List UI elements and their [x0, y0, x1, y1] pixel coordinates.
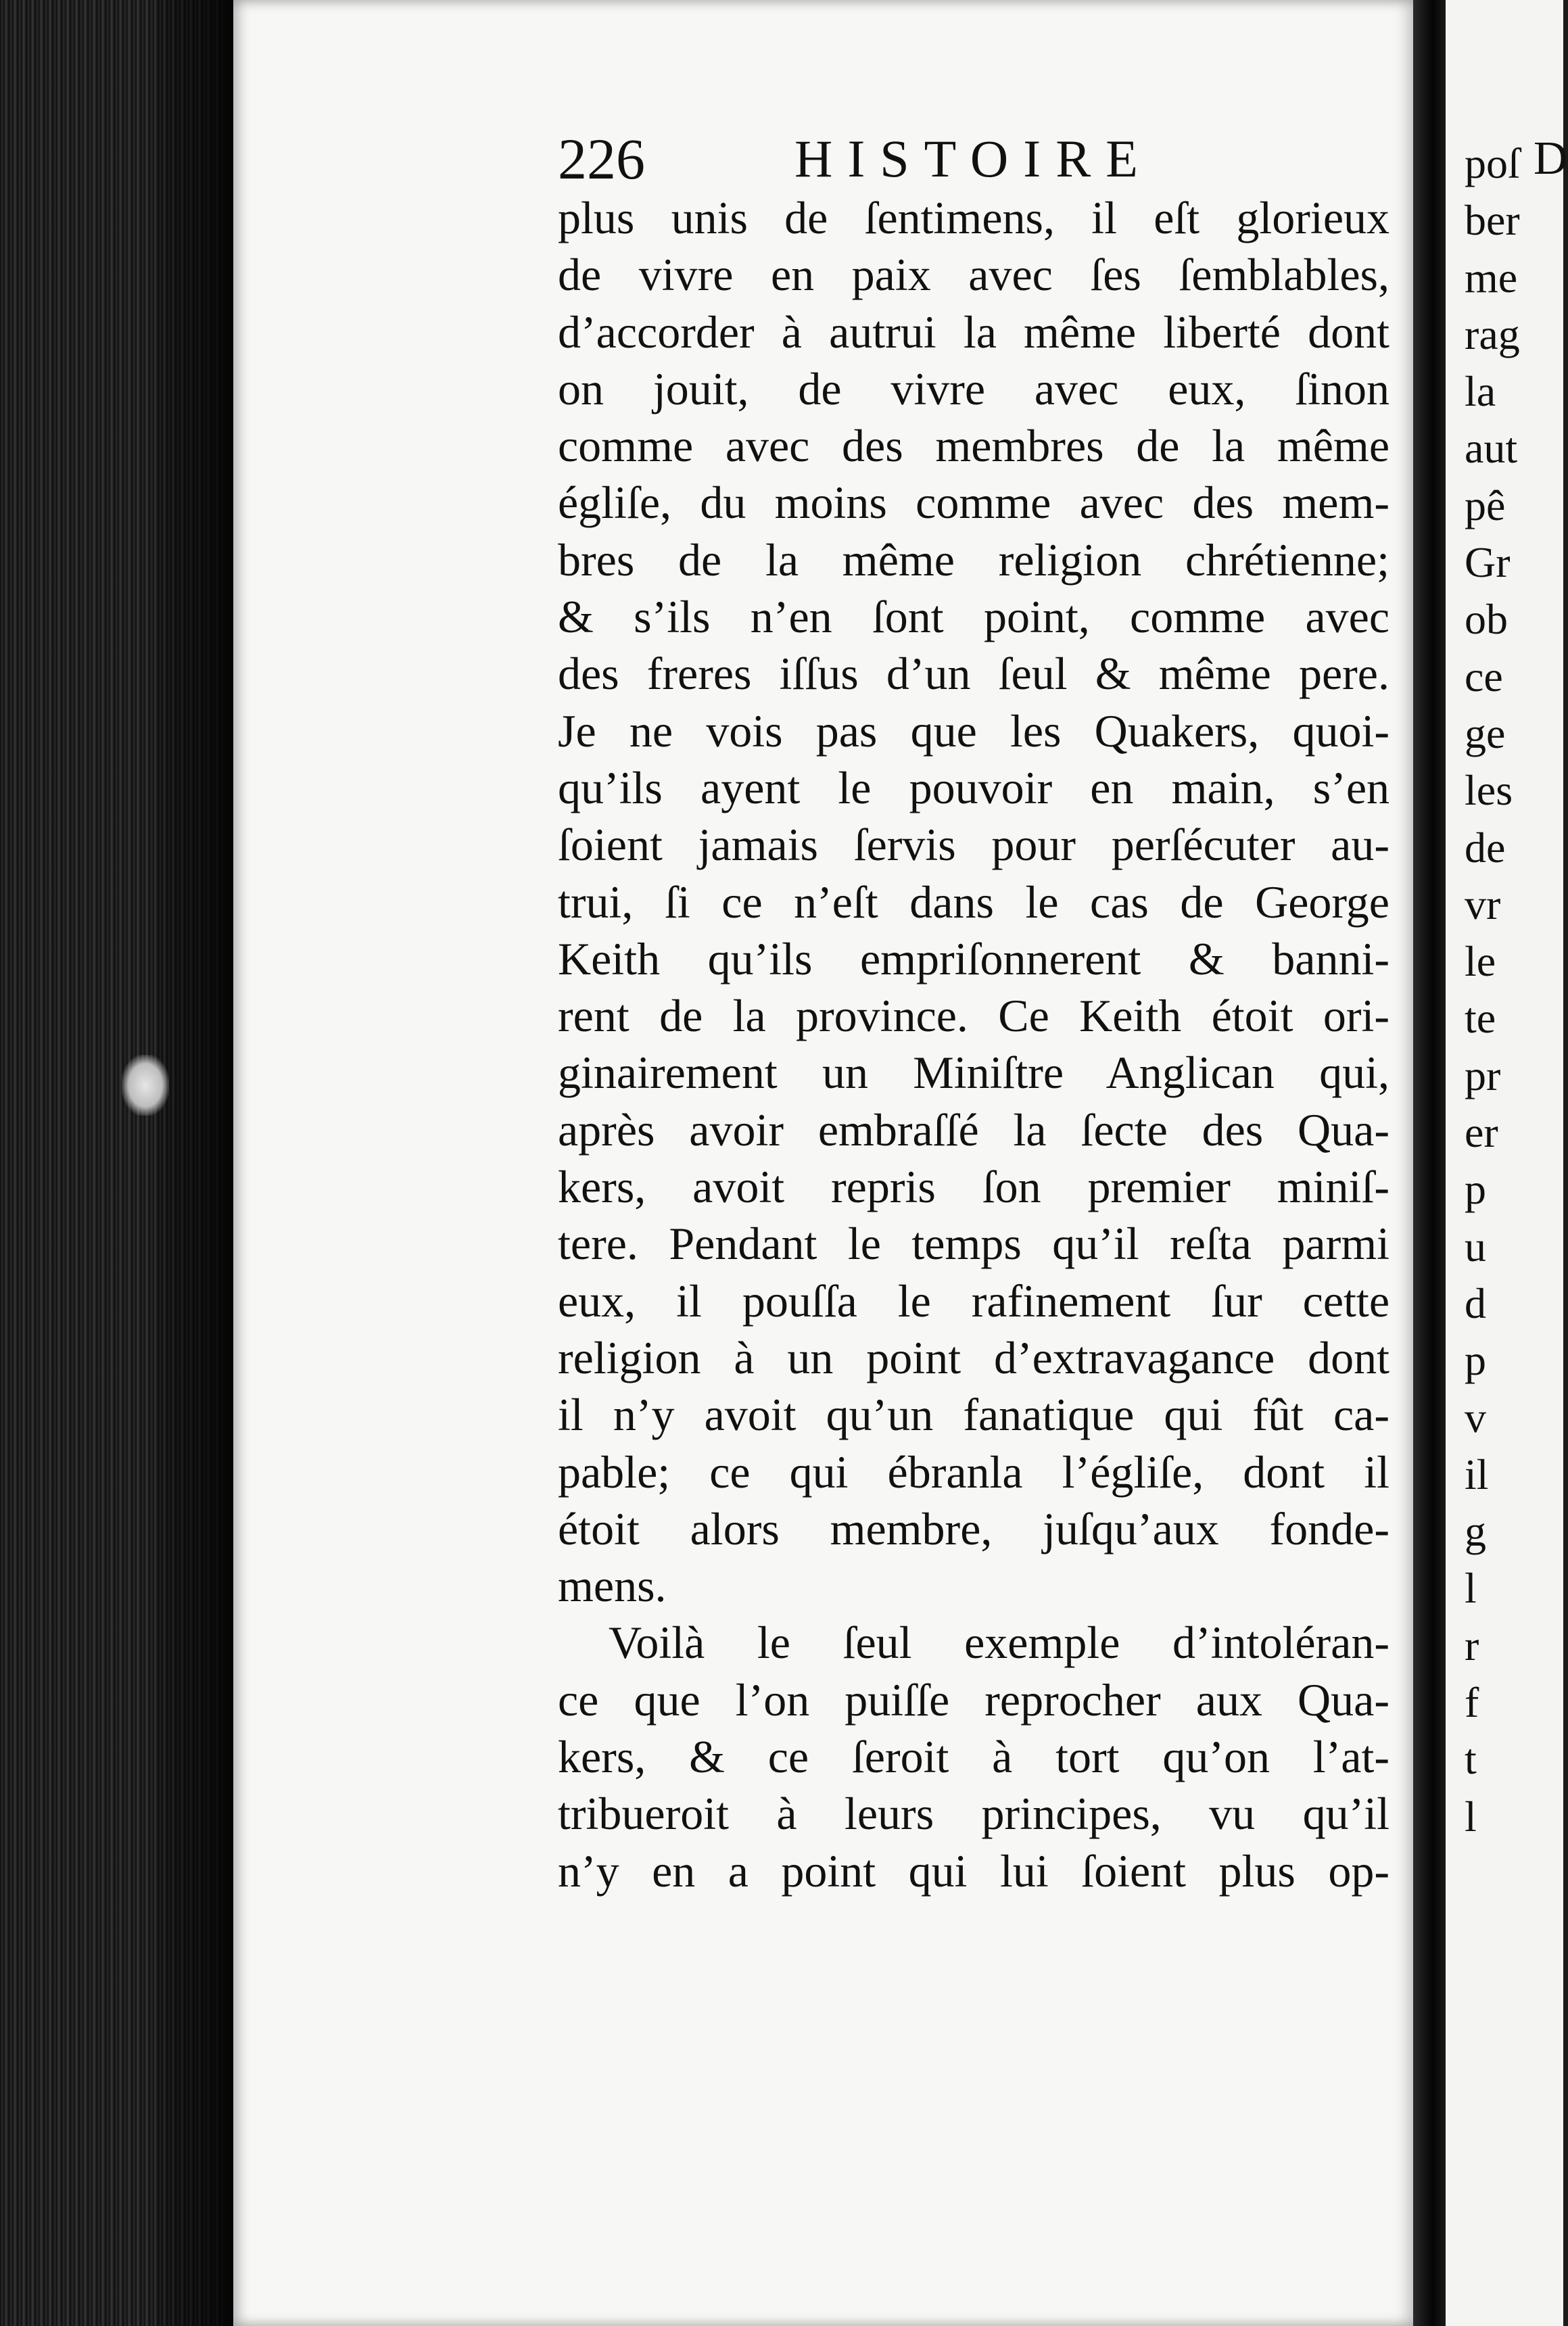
- running-title: HISTOIRE: [794, 129, 1153, 188]
- text-fragment: ge: [1465, 709, 1506, 757]
- text-fragment: Gr: [1465, 538, 1511, 587]
- text-fragment: er: [1465, 1108, 1498, 1157]
- text-line: kers, avoit repris ſon premier miniſ-: [558, 1161, 1389, 1213]
- text-fragment: te: [1465, 994, 1496, 1043]
- text-fragment: l: [1465, 1564, 1477, 1613]
- text-line: pable; ce qui ébranla l’égliſe, dont il: [558, 1446, 1389, 1498]
- text-line: trui, ſi ce n’eſt dans le cas de George: [558, 876, 1389, 928]
- text-fragment: les: [1465, 766, 1513, 815]
- text-line: tere. Pendant le temps qu’il reſta parmi: [558, 1218, 1389, 1270]
- text-fragment: f: [1465, 1678, 1479, 1727]
- book-gutter: [1413, 0, 1446, 2326]
- paper-blemish: [122, 1055, 169, 1116]
- text-line: bres de la même religion chrétienne;: [558, 533, 1389, 586]
- text-line: rent de la province. Ce Keith étoit ori-: [558, 990, 1389, 1042]
- text-fragment: u: [1465, 1222, 1486, 1271]
- text-fragment: il: [1465, 1450, 1489, 1498]
- text-fragment: pê: [1465, 481, 1506, 529]
- text-fragment: la: [1465, 367, 1496, 416]
- text-line: ce que l’on puiſſe reprocher aux Qua-: [558, 1674, 1389, 1726]
- text-line: Keith qu’ils empriſonnerent & banni-: [558, 932, 1389, 984]
- text-line: étoit alors membre, juſqu’aux fonde-: [558, 1502, 1389, 1554]
- text-line: Voilà le ſeul exemple d’intoléran-: [609, 1617, 1389, 1669]
- text-fragment: v: [1465, 1393, 1486, 1442]
- text-fragment: l: [1465, 1792, 1477, 1841]
- text-line: ginairement un Miniſtre Anglican qui,: [558, 1047, 1389, 1099]
- text-fragment: pr: [1465, 1051, 1501, 1099]
- text-fragment: d: [1465, 1279, 1486, 1327]
- text-fragment: poſ: [1465, 139, 1520, 187]
- text-line: on jouit, de vivre avec eux, ſinon: [558, 362, 1389, 414]
- text-line: des freres iſſus d’un ſeul & même pere.: [558, 648, 1389, 700]
- text-line: comme avec des membres de la même: [558, 420, 1389, 472]
- text-line: qu’ils ayent le pouvoir en main, s’en: [558, 761, 1389, 813]
- text-fragment: me: [1465, 253, 1518, 302]
- text-fragment: de: [1465, 823, 1506, 872]
- text-line: n’y en a point qui lui ſoient plus op-: [558, 1845, 1389, 1897]
- text-line: égliſe, du moins comme avec des mem-: [558, 477, 1389, 529]
- right-page: [1446, 0, 1568, 2326]
- text-line: il n’y avoit qu’un fanatique qui fût ca-: [558, 1389, 1389, 1441]
- page-header: [558, 122, 1389, 196]
- text-fragment: ber: [1465, 196, 1520, 245]
- text-fragment: g: [1465, 1507, 1486, 1556]
- text-fragment: p: [1465, 1165, 1486, 1214]
- text-line: plus unis de ſentimens, il eſt glorieux: [558, 192, 1389, 243]
- text-line: religion à un point d’extravagance dont: [558, 1331, 1389, 1383]
- text-line: de vivre en paix avec ſes ſemblables,: [558, 249, 1389, 301]
- right-page-header: D: [1534, 133, 1568, 185]
- text-fragment: aut: [1465, 424, 1518, 473]
- text-line: tribueroit à leurs principes, vu qu’il: [558, 1788, 1389, 1840]
- text-fragment: ce: [1465, 652, 1503, 701]
- text-line: mens.: [558, 1560, 667, 1612]
- page-number: 226: [558, 126, 645, 191]
- text-line: eux, il pouſſa le rafinement ſur cette: [558, 1275, 1389, 1327]
- text-line: après avoir embraſſé la ſecte des Qua-: [558, 1103, 1389, 1156]
- text-fragment: r: [1465, 1621, 1479, 1669]
- right-page-text: [1446, 135, 1520, 1845]
- text-line: Je ne vois pas que les Quakers, quoi-: [558, 705, 1389, 757]
- edge-shadow: [156, 0, 237, 2326]
- text-fragment: le: [1465, 937, 1496, 986]
- text-line: d’accorder à autrui la même liberté dont: [558, 306, 1389, 358]
- text-fragment: t: [1465, 1735, 1477, 1784]
- body-text: [558, 189, 1389, 1899]
- text-line: & s’ils n’en ſont point, comme avec: [558, 591, 1389, 643]
- text-fragment: rag: [1465, 310, 1520, 358]
- text-line: kers, & ce ſeroit à tort qu’on l’at-: [558, 1731, 1389, 1783]
- text-line: ſoient jamais ſervis pour perſécuter au-: [558, 819, 1389, 871]
- text-fragment: ob: [1465, 595, 1508, 644]
- text-fragment: p: [1465, 1336, 1486, 1385]
- text-fragment: vr: [1465, 880, 1501, 928]
